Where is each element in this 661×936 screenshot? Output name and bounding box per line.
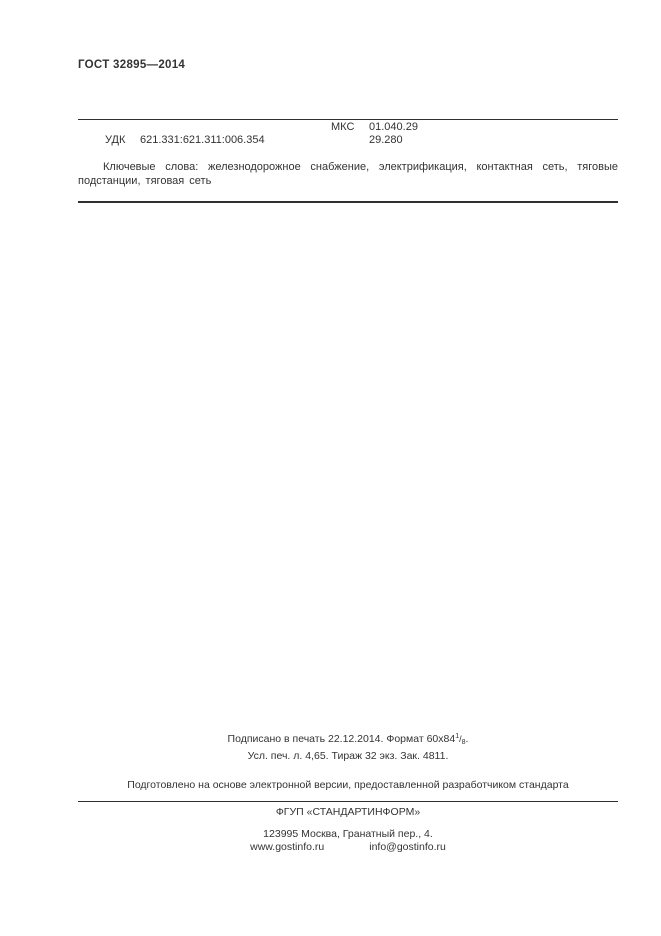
publisher-email: info@gostinfo.ru — [369, 841, 446, 853]
footer-rule — [78, 801, 618, 802]
volume-info-line: Усл. печ. л. 4,65. Тираж 32 экз. Зак. 4811. — [247, 749, 449, 762]
mks-code-1: 01.040.29 — [369, 121, 418, 133]
mks-label: МКС — [331, 121, 355, 133]
print-info-line — [78, 730, 618, 750]
prepared-note: Подготовлено на основе электронной версии, предоставленной разработчиком стандарта — [127, 779, 569, 791]
mks-code-2: 29.280 — [369, 134, 403, 146]
doc-number-header: ГОСТ 32895—2014 — [78, 59, 186, 71]
publisher-website: www.gostinfo.ru — [250, 841, 325, 853]
format-fraction-slash: / — [459, 734, 462, 744]
keywords-paragraph: Ключевые слова: железнодорожное снабжение, электрификация, контактная сеть, тяговые подстанции, тяговая сеть — [78, 161, 618, 187]
publisher-name: ФГУП «СТАНДАРТИНФОРМ» — [275, 806, 421, 818]
blank-area — [78, 203, 618, 730]
contact-links-row — [78, 841, 618, 854]
format-fraction-denominator: 8 — [461, 739, 466, 746]
udk-code: 621.331:621.311:006.354 — [140, 134, 265, 146]
classification-codes — [78, 120, 618, 150]
publisher-address: 123995 Москва, Гранатный пер., 4. — [263, 828, 433, 840]
print-info-suffix: . — [465, 733, 469, 745]
imprint-block — [78, 730, 618, 763]
print-info-prefix: Подписано в печать 22.12.2014. Формат 60х84 — [227, 733, 456, 745]
page-content — [78, 0, 618, 854]
udk-label: УДК — [105, 134, 126, 146]
format-fraction-numerator: 1 — [455, 733, 460, 740]
